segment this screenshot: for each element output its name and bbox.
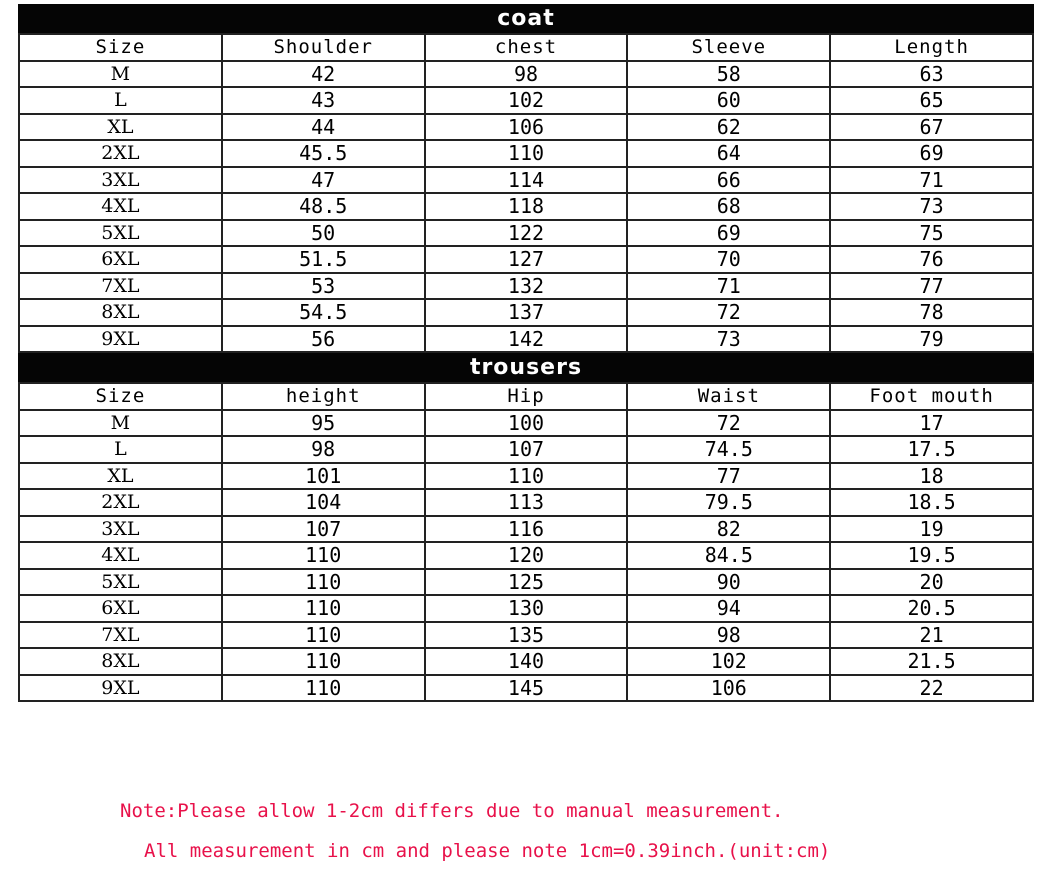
coat-value-cell: 69: [830, 140, 1033, 167]
trousers-value-cell: 110: [222, 595, 425, 622]
coat-size-cell: 6XL: [19, 246, 222, 273]
coat-value-cell: 122: [425, 220, 628, 247]
trousers-size-cell: L: [19, 436, 222, 463]
coat-title: coat: [18, 4, 1034, 33]
trousers-value-cell: 104: [222, 489, 425, 516]
coat-value-cell: 51.5: [222, 246, 425, 273]
trousers-value-cell: 102: [627, 648, 830, 675]
coat-value-cell: 60: [627, 87, 830, 114]
trousers-value-cell: 110: [222, 569, 425, 596]
trousers-row: [19, 595, 1033, 622]
trousers-row: [19, 436, 1033, 463]
coat-value-cell: 47: [222, 167, 425, 194]
trousers-header-cell: Waist: [627, 383, 830, 410]
trousers-value-cell: 82: [627, 516, 830, 543]
coat-row: [19, 140, 1033, 167]
coat-row: [19, 273, 1033, 300]
trousers-header-cell: Foot mouth: [830, 383, 1033, 410]
coat-value-cell: 45.5: [222, 140, 425, 167]
coat-header-cell: Size: [19, 34, 222, 61]
trousers-size-cell: 3XL: [19, 516, 222, 543]
coat-value-cell: 137: [425, 299, 628, 326]
coat-value-cell: 69: [627, 220, 830, 247]
trousers-value-cell: 95: [222, 410, 425, 437]
coat-size-cell: 4XL: [19, 193, 222, 220]
trousers-value-cell: 21.5: [830, 648, 1033, 675]
trousers-value-cell: 135: [425, 622, 628, 649]
trousers-value-cell: 18.5: [830, 489, 1033, 516]
trousers-row: [19, 622, 1033, 649]
coat-value-cell: 127: [425, 246, 628, 273]
trousers-row: [19, 410, 1033, 437]
trousers-value-cell: 101: [222, 463, 425, 490]
trousers-value-cell: 145: [425, 675, 628, 702]
coat-value-cell: 71: [627, 273, 830, 300]
trousers-value-cell: 110: [425, 463, 628, 490]
trousers-value-cell: 120: [425, 542, 628, 569]
trousers-value-cell: 140: [425, 648, 628, 675]
coat-value-cell: 118: [425, 193, 628, 220]
coat-value-cell: 48.5: [222, 193, 425, 220]
trousers-value-cell: 21: [830, 622, 1033, 649]
coat-row: [19, 246, 1033, 273]
trousers-value-cell: 125: [425, 569, 628, 596]
trousers-value-cell: 107: [222, 516, 425, 543]
coat-value-cell: 44: [222, 114, 425, 141]
coat-value-cell: 76: [830, 246, 1033, 273]
trousers-value-cell: 77: [627, 463, 830, 490]
trousers-value-cell: 110: [222, 675, 425, 702]
trousers-value-cell: 100: [425, 410, 628, 437]
coat-value-cell: 73: [627, 326, 830, 353]
trousers-size-cell: 9XL: [19, 675, 222, 702]
trousers-size-cell: 6XL: [19, 595, 222, 622]
trousers-value-cell: 79.5: [627, 489, 830, 516]
coat-size-cell: 8XL: [19, 299, 222, 326]
coat-value-cell: 110: [425, 140, 628, 167]
trousers-size-cell: M: [19, 410, 222, 437]
trousers-row: [19, 489, 1033, 516]
coat-size-cell: L: [19, 87, 222, 114]
coat-value-cell: 78: [830, 299, 1033, 326]
trousers-row: [19, 542, 1033, 569]
coat-row: [19, 87, 1033, 114]
trousers-value-cell: 84.5: [627, 542, 830, 569]
trousers-value-cell: 74.5: [627, 436, 830, 463]
trousers-value-cell: 22: [830, 675, 1033, 702]
coat-value-cell: 72: [627, 299, 830, 326]
trousers-table-body: [19, 383, 1033, 701]
coat-value-cell: 65: [830, 87, 1033, 114]
coat-value-cell: 114: [425, 167, 628, 194]
coat-value-cell: 54.5: [222, 299, 425, 326]
coat-value-cell: 79: [830, 326, 1033, 353]
coat-value-cell: 42: [222, 61, 425, 88]
size-chart: [18, 4, 1034, 702]
coat-value-cell: 71: [830, 167, 1033, 194]
coat-header-cell: Sleeve: [627, 34, 830, 61]
coat-value-cell: 68: [627, 193, 830, 220]
trousers-header-cell: height: [222, 383, 425, 410]
trousers-value-cell: 18: [830, 463, 1033, 490]
trousers-row: [19, 463, 1033, 490]
trousers-title: trousers: [18, 353, 1034, 382]
trousers-value-cell: 107: [425, 436, 628, 463]
coat-value-cell: 50: [222, 220, 425, 247]
trousers-value-cell: 110: [222, 648, 425, 675]
coat-value-cell: 75: [830, 220, 1033, 247]
coat-value-cell: 77: [830, 273, 1033, 300]
trousers-value-cell: 90: [627, 569, 830, 596]
trousers-value-cell: 19: [830, 516, 1033, 543]
coat-value-cell: 56: [222, 326, 425, 353]
trousers-value-cell: 110: [222, 542, 425, 569]
trousers-row: [19, 675, 1033, 702]
coat-value-cell: 63: [830, 61, 1033, 88]
trousers-value-cell: 110: [222, 622, 425, 649]
coat-header-cell: Length: [830, 34, 1033, 61]
trousers-value-cell: 113: [425, 489, 628, 516]
coat-row: [19, 220, 1033, 247]
coat-size-cell: 7XL: [19, 273, 222, 300]
coat-value-cell: 73: [830, 193, 1033, 220]
trousers-value-cell: 98: [627, 622, 830, 649]
coat-row: [19, 167, 1033, 194]
trousers-row: [19, 569, 1033, 596]
coat-row: [19, 61, 1033, 88]
coat-value-cell: 132: [425, 273, 628, 300]
trousers-value-cell: 130: [425, 595, 628, 622]
trousers-size-cell: 2XL: [19, 489, 222, 516]
trousers-size-cell: 7XL: [19, 622, 222, 649]
coat-row: [19, 114, 1033, 141]
coat-header-cell: Shoulder: [222, 34, 425, 61]
coat-table: [18, 33, 1034, 353]
note-line-1: Note:Please allow 1-2cm differs due to manual measurement.: [120, 800, 784, 822]
coat-value-cell: 142: [425, 326, 628, 353]
trousers-header-cell: Hip: [425, 383, 628, 410]
trousers-value-cell: 98: [222, 436, 425, 463]
coat-size-cell: 9XL: [19, 326, 222, 353]
coat-size-cell: 2XL: [19, 140, 222, 167]
trousers-row: [19, 516, 1033, 543]
coat-value-cell: 66: [627, 167, 830, 194]
trousers-value-cell: 94: [627, 595, 830, 622]
coat-size-cell: 5XL: [19, 220, 222, 247]
trousers-value-cell: 72: [627, 410, 830, 437]
trousers-value-cell: 20: [830, 569, 1033, 596]
trousers-table: [18, 382, 1034, 702]
coat-header-cell: chest: [425, 34, 628, 61]
trousers-value-cell: 19.5: [830, 542, 1033, 569]
coat-value-cell: 102: [425, 87, 628, 114]
coat-row: [19, 193, 1033, 220]
note-line-2: All measurement in cm and please note 1cm=0.39inch.(unit:cm): [144, 840, 831, 862]
trousers-size-cell: XL: [19, 463, 222, 490]
trousers-header-row: [19, 383, 1033, 410]
trousers-value-cell: 17: [830, 410, 1033, 437]
coat-value-cell: 98: [425, 61, 628, 88]
coat-row: [19, 326, 1033, 353]
trousers-value-cell: 17.5: [830, 436, 1033, 463]
coat-size-cell: XL: [19, 114, 222, 141]
trousers-value-cell: 116: [425, 516, 628, 543]
coat-table-body: [19, 34, 1033, 352]
trousers-value-cell: 20.5: [830, 595, 1033, 622]
coat-value-cell: 70: [627, 246, 830, 273]
trousers-value-cell: 106: [627, 675, 830, 702]
coat-value-cell: 53: [222, 273, 425, 300]
coat-value-cell: 43: [222, 87, 425, 114]
coat-value-cell: 58: [627, 61, 830, 88]
coat-row: [19, 299, 1033, 326]
coat-value-cell: 62: [627, 114, 830, 141]
coat-size-cell: 3XL: [19, 167, 222, 194]
coat-header-row: [19, 34, 1033, 61]
trousers-row: [19, 648, 1033, 675]
coat-value-cell: 64: [627, 140, 830, 167]
trousers-size-cell: 4XL: [19, 542, 222, 569]
trousers-header-cell: Size: [19, 383, 222, 410]
coat-size-cell: M: [19, 61, 222, 88]
coat-value-cell: 106: [425, 114, 628, 141]
trousers-size-cell: 8XL: [19, 648, 222, 675]
trousers-size-cell: 5XL: [19, 569, 222, 596]
coat-value-cell: 67: [830, 114, 1033, 141]
